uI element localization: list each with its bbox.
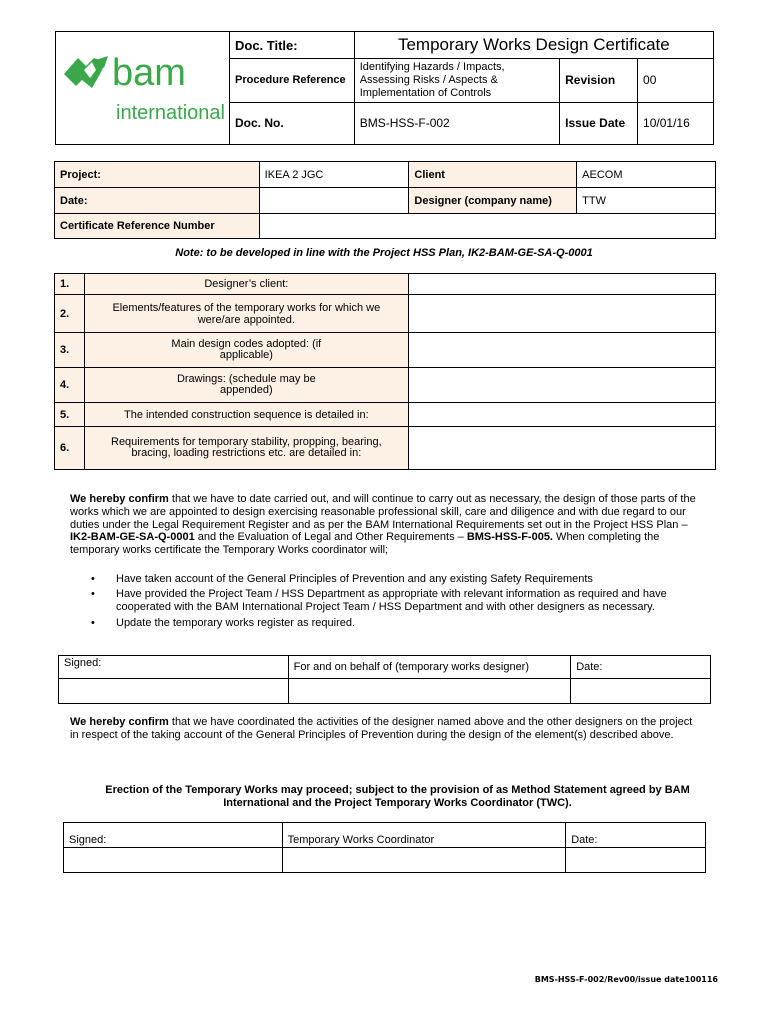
date-field[interactable]	[566, 848, 706, 873]
doc-title: Temporary Works Design Certificate	[354, 32, 713, 59]
item-number: 1.	[55, 274, 85, 295]
project-table	[54, 161, 716, 239]
designer-label: Designer (company name)	[409, 188, 577, 214]
items-table	[54, 273, 716, 470]
item-value[interactable]	[408, 274, 715, 295]
procedure-value: Identifying Hazards / Impacts, Assessing Risks / Aspects & Implementation of Controls	[354, 59, 559, 102]
item-value[interactable]	[408, 333, 715, 368]
project-value[interactable]: IKEA 2 JGC	[259, 162, 409, 188]
plan-note: Note: to be developed in line with the Project HSS Plan, IK2-BAM-GE-SA-Q-0001	[175, 247, 593, 259]
coordinator-field[interactable]	[282, 848, 566, 873]
designer-signature-table	[58, 655, 711, 704]
logo-subtitle: international	[116, 102, 225, 124]
item-value[interactable]	[408, 427, 715, 470]
table-row	[55, 427, 716, 470]
date-label: Date:	[571, 656, 711, 679]
signed-label: Signed:	[59, 656, 289, 679]
item-text: Drawings: (schedule may be appended)	[84, 368, 408, 403]
table-row	[55, 333, 716, 368]
item-value[interactable]	[408, 368, 715, 403]
confirmation-paragraph: We hereby confirm that we have to date carried out, and will continue to carry out as necessary, the design of those parts of the works which we are appointed to design exercising reasonable professional skill, care and diligence and with due regard to our duties under the Legal Requirement Register and as per the BAM International Requirements set out in the Project HSS Plan – IK2-BAM-GE-SA-Q-0001 and the Evaluation of Legal and Other Requirements – BMS-HSS-F-005. When completing the temporary works certificate the Temporary Works coordinator will;	[70, 493, 696, 557]
item-number: 2.	[55, 295, 85, 333]
item-number: 3.	[55, 333, 85, 368]
revision-value: 00	[638, 59, 714, 102]
table-row	[55, 295, 716, 333]
doc-no-label: Doc. No.	[229, 102, 354, 144]
date-label: Date:	[55, 188, 260, 214]
item-text: The intended construction sequence is detailed in:	[84, 403, 408, 427]
item-value[interactable]	[408, 403, 715, 427]
item-number: 4.	[55, 368, 85, 403]
coordinator-signature-table	[63, 822, 706, 873]
client-label: Client	[409, 162, 577, 188]
table-row	[55, 274, 716, 295]
doc-no-value: BMS-HSS-F-002	[354, 102, 559, 144]
logo-text: bam	[112, 52, 186, 94]
list-item: • Have provided the Project Team / HSS Department as appropriate with relevant information as required and have cooperated with the BAM International Project Team / HSS Department and with other designers as necessary.	[70, 588, 690, 614]
cert-ref-value[interactable]	[259, 214, 715, 239]
project-label: Project:	[55, 162, 260, 188]
item-text: Designer’s client:	[84, 274, 408, 295]
item-number: 5.	[55, 403, 85, 427]
item-text: Requirements for temporary stability, propping, bearing, bracing, loading restrictions etc. are detailed in:	[84, 427, 408, 470]
confirm-lead: We hereby confirm	[70, 716, 169, 728]
cert-ref-label: Certificate Reference Number	[55, 214, 260, 239]
issue-date-value: 10/01/16	[638, 102, 714, 144]
issue-date-label: Issue Date	[560, 102, 638, 144]
doc-title-label: Doc. Title:	[229, 32, 354, 59]
behalf-label: For and on behalf of (temporary works designer)	[288, 656, 571, 679]
document-footer: BMS-HSS-F-002/Rev00/issue date100116	[534, 975, 718, 984]
signature-field[interactable]	[59, 679, 289, 704]
item-value[interactable]	[408, 295, 715, 333]
date-value[interactable]	[259, 188, 409, 214]
confirm-lead: We hereby confirm	[70, 493, 169, 505]
coordinator-label: Temporary Works Coordinator	[282, 823, 566, 848]
signature-field[interactable]	[64, 848, 283, 873]
table-row	[55, 368, 716, 403]
coordination-paragraph: We hereby confirm that we have coordinated the activities of the designer named above and the other designers on the project in respect of the taking account of the General Principles of Prevention during the design of the element(s) described above.	[70, 716, 693, 741]
signed-label: Signed:	[64, 823, 283, 848]
date-label: Date:	[566, 823, 706, 848]
coordinator-duties-list	[70, 573, 690, 632]
list-item: • Have taken account of the General Principles of Prevention and any existing Safety Requirements	[70, 573, 690, 586]
header-table	[55, 31, 714, 145]
client-value[interactable]: AECOM	[577, 162, 716, 188]
bam-logo	[56, 32, 228, 144]
designer-value[interactable]: TTW	[577, 188, 716, 214]
behalf-field[interactable]	[288, 679, 571, 704]
table-row	[55, 403, 716, 427]
item-number: 6.	[55, 427, 85, 470]
procedure-label: Procedure Reference	[229, 59, 354, 102]
erection-statement: Erection of the Temporary Works may proceed; subject to the provision of as Method Statement agreed by BAM International and the Project Temporary Works Coordinator (TWC).	[105, 784, 690, 809]
revision-label: Revision	[560, 59, 638, 102]
item-text: Main design codes adopted: (if applicable)	[84, 333, 408, 368]
item-text: Elements/features of the temporary works for which we were/are appointed.	[84, 295, 408, 333]
date-field[interactable]	[571, 679, 711, 704]
logo-cell	[56, 32, 230, 145]
list-item: • Update the temporary works register as required.	[70, 617, 690, 630]
